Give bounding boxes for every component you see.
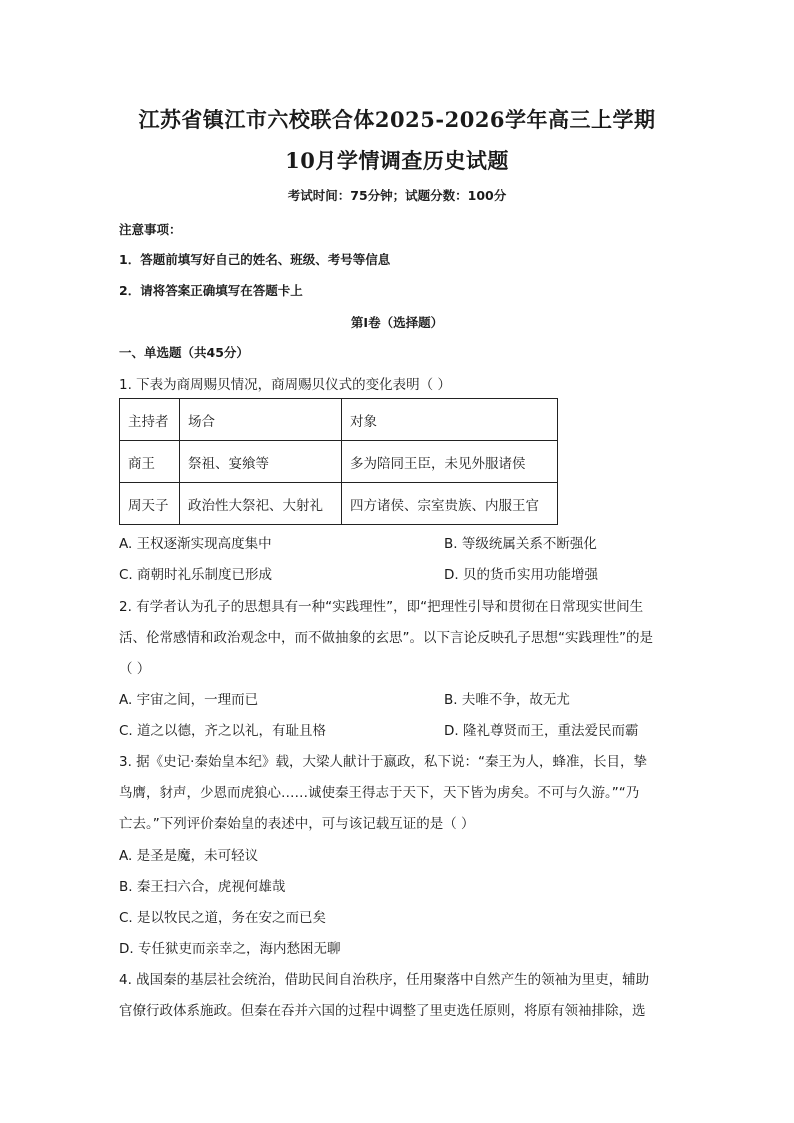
table-cell: 祭祖、宴飨等 [180,441,342,483]
exam-info: 考试时间：75分钟；试题分数：100分 [287,188,507,203]
notes-item-1: 1．答题前填写好自己的姓名、班级、考号等信息 [119,252,391,267]
q2-stem-line2: 活、伦常感情和政治观念中，而不做抽象的玄思”。以下言论反映孔子思想“实践理性”的是 [119,630,653,646]
table-cell: 对象 [342,399,558,441]
q3-option-d: D. 专任狱吏而亲幸之，海内愁困无聊 [119,941,341,957]
table-row [120,483,558,525]
q1-option-d: D. 贝的货币实用功能增强 [444,567,598,583]
q1-option-a: A. 王权逐渐实现高度集中 [119,536,272,552]
exam-title-line2: 10月学情调查历史试题 [285,148,509,173]
table-cell: 周天子 [120,483,180,525]
q2-option-b: B. 夫唯不争，故无尤 [444,692,570,708]
section1-title: 一、单选题（共45分） [119,345,249,360]
q2-option-c: C. 道之以德，齐之以礼，有耻且格 [119,723,327,739]
q1-option-b: B. 等级统属关系不断强化 [444,536,597,552]
table-cell: 商王 [120,441,180,483]
table-cell: 场合 [180,399,342,441]
q1-option-c: C. 商朝时礼乐制度已形成 [119,567,273,583]
table-row [120,399,558,441]
q4-stem-line2: 官僚行政体系施政。但秦在吞并六国的过程中调整了里吏选任原则，将原有领袖排除，选 [119,1003,646,1019]
q3-stem-line1: 3. 据《史记·秦始皇本纪》载，大梁人献计于嬴政，私下说：“秦王为人，蜂准，长目，挚 [119,754,647,770]
q4-stem-line1: 4. 战国秦的基层社会统治，借助民间自治秩序，任用聚落中自然产生的领袖为里吏，辅助 [119,972,650,988]
q2-option-d: D. 隆礼尊贤而王，重法爱民而霸 [444,723,639,739]
q3-stem-line3: 亡去。”下列评价秦始皇的表述中，可与该记载互证的是（ ） [119,816,475,832]
q3-option-c: C. 是以牧民之道，务在安之而已矣 [119,910,327,926]
notes-item-2: 2．请将答案正确填写在答题卡上 [119,283,303,298]
notes-heading: 注意事项： [119,222,182,237]
q3-stem-line2: 鸟膺，豺声，少恩而虎狼心……诚使秦王得志于天下，天下皆为虏矣。不可与久游。”“乃 [119,785,640,801]
q2-option-a: A. 宇宙之间，一理而已 [119,692,259,708]
q1-table [119,398,558,525]
q1-stem: 1. 下表为商周赐贝情况，商周赐贝仪式的变化表明（ ） [119,377,451,393]
exam-title-line1: 江苏省镇江市六校联合体2025-2026学年高三上学期 [138,107,656,132]
q3-option-a: A. 是圣是魔，未可轻议 [119,848,259,864]
q3-option-b: B. 秦王扫六合，虎视何雄哉 [119,879,286,895]
q2-stem-line3: （ ） [119,661,151,677]
table-cell: 主持者 [120,399,180,441]
table-row [120,441,558,483]
part1-title: 第I卷（选择题） [350,315,444,330]
q2-stem-line1: 2. 有学者认为孔子的思想具有一种“实践理性”，即“把理性引导和贯彻在日常现实世间生 [119,599,644,615]
table-cell: 四方诸侯、宗室贵族、内服王官 [342,483,558,525]
table-cell: 政治性大祭祀、大射礼 [180,483,342,525]
table-cell: 多为陪同王臣，未见外服诸侯 [342,441,558,483]
